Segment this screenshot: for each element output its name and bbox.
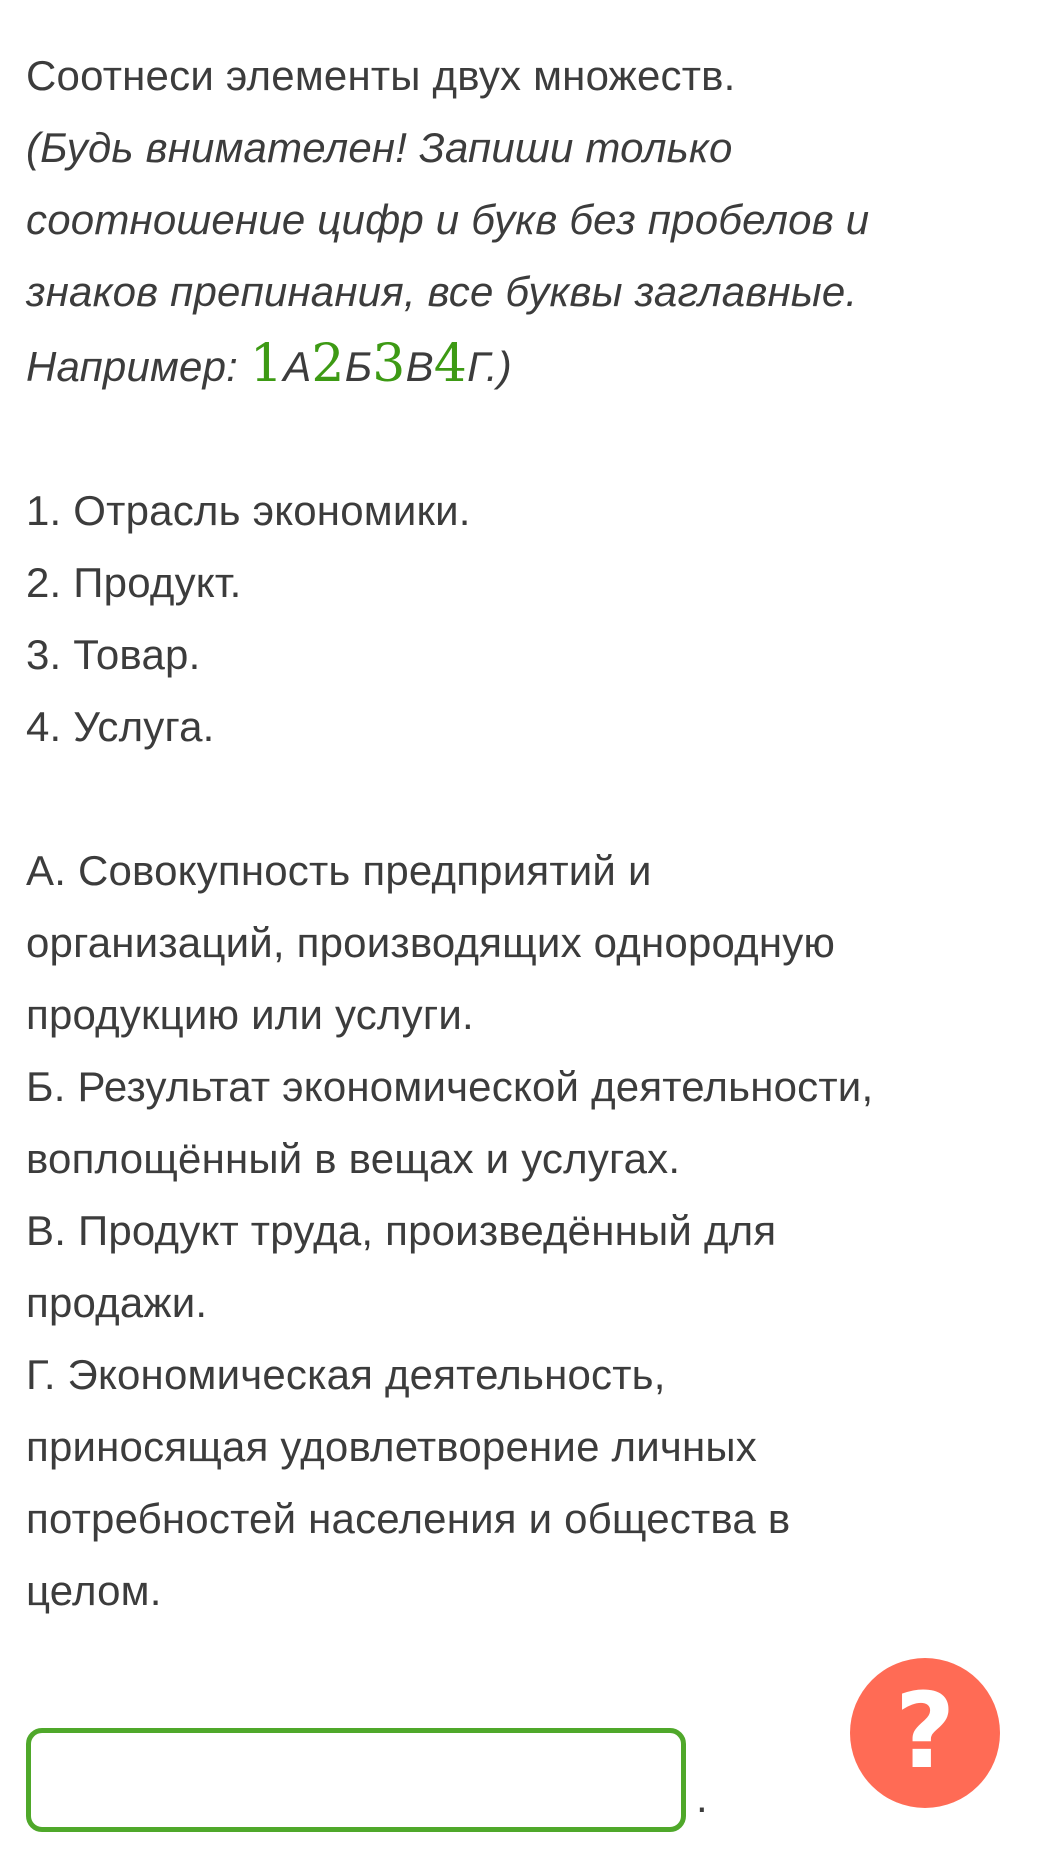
answer-input[interactable] xyxy=(26,1728,686,1832)
numbered-item-3: 3. Товар. xyxy=(26,631,201,678)
example-closing: .) xyxy=(485,343,512,390)
task-title: Соотнеси элементы двух множеств. xyxy=(26,52,736,99)
task-note-line-3: знаков препинания, все буквы заглавные. xyxy=(26,268,858,315)
lettered-item-line: продукцию или услуги. xyxy=(26,991,474,1038)
answer-row xyxy=(26,1728,726,1840)
numbered-item-2: 2. Продукт. xyxy=(26,559,242,606)
example-label: Например: xyxy=(26,343,250,390)
example-letter: В xyxy=(405,343,434,390)
lettered-item-line: организаций, производящих однородную xyxy=(26,919,836,966)
lettered-item-line: целом. xyxy=(26,1567,162,1614)
question-icon: ? xyxy=(894,1670,956,1792)
numbered-item-4: 4. Услуга. xyxy=(26,703,215,750)
lettered-item-line: В. Продукт труда, произведённый для xyxy=(26,1207,777,1254)
lettered-item-line: А. Совокупность предприятий и xyxy=(26,847,652,894)
task-example xyxy=(26,328,1011,403)
example-digit: 4 xyxy=(433,334,468,394)
help-button[interactable] xyxy=(850,1658,1000,1808)
example-digit: 2 xyxy=(311,334,345,394)
spacer xyxy=(26,403,1011,475)
lettered-item-line: приносящая удовлетворение личных xyxy=(26,1423,757,1470)
example-letter: Г xyxy=(467,343,486,390)
example-digit: 1 xyxy=(249,334,284,394)
lettered-item-line: Г. Экономическая деятельность, xyxy=(26,1351,666,1398)
example-letter: А xyxy=(283,343,312,390)
answer-trailing-dot: . xyxy=(696,1774,708,1821)
task-content xyxy=(26,40,1011,1627)
example-digit: 3 xyxy=(372,334,406,394)
spacer xyxy=(26,763,1011,835)
lettered-item-line: продажи. xyxy=(26,1279,208,1326)
task-note-line-2: соотношение цифр и букв без пробелов и xyxy=(26,196,870,243)
task-note-line-1: (Будь внимателен! Запиши только xyxy=(26,124,733,171)
lettered-item-line: Б. Результат экономической деятельности, xyxy=(26,1063,874,1110)
lettered-item-line: воплощённый в вещах и услугах. xyxy=(26,1135,681,1182)
lettered-item-line: потребностей населения и общества в xyxy=(26,1495,791,1542)
numbered-item-1: 1. Отрасль экономики. xyxy=(26,487,471,534)
example-letter: Б xyxy=(344,343,373,390)
